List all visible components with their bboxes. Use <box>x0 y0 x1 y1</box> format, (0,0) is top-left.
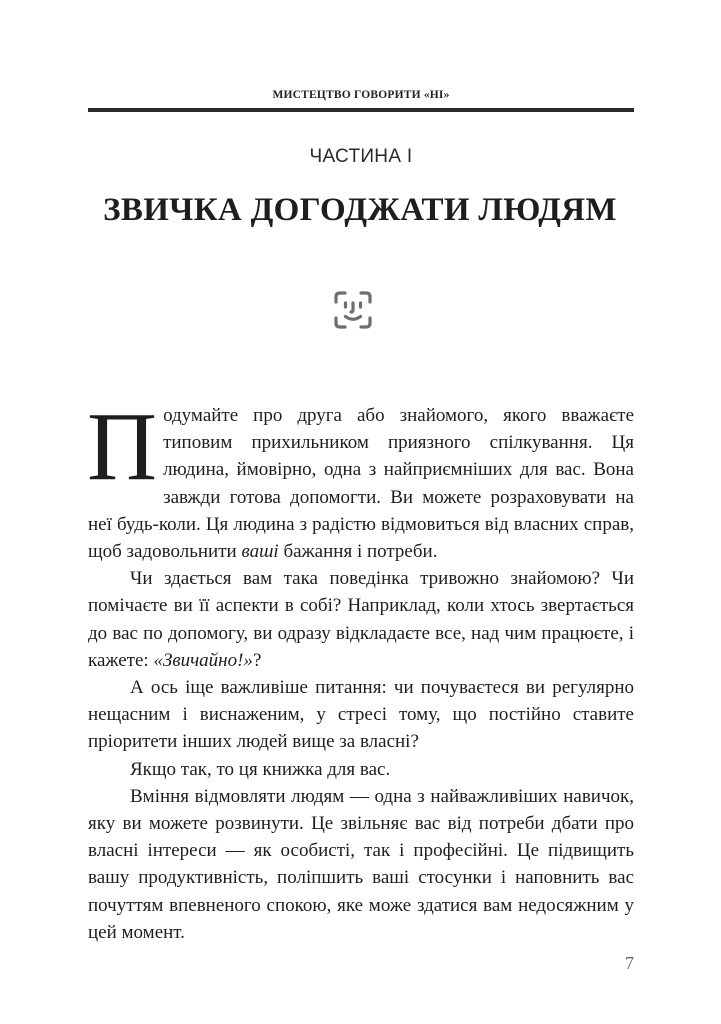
part-label: ЧАСТИНА І <box>309 146 413 167</box>
page-number: 7 <box>625 953 634 973</box>
chapter-title: ЗВИЧКА ДОГОДЖАТИ ЛЮДЯМ <box>103 192 617 228</box>
paragraph-4: Якщо так, то ця книжка для вас. <box>130 758 391 780</box>
paragraph-1 <box>87 393 634 565</box>
paragraph-1-emphasis: ваші <box>241 541 279 563</box>
paragraph-3: А ось іще важливіше питання: чи почуваєтеся ви регулярно нещасним і виснаженим, у стресі тому, що постійно ставите пріоритети інших людей вище за власні? <box>88 677 634 753</box>
smiling-face-scan-icon <box>333 290 373 330</box>
drop-cap: П <box>87 393 158 500</box>
running-head: МИСТЕЦТВО ГОВОРИТИ «НІ» <box>272 89 450 101</box>
paragraph-2 <box>88 565 634 674</box>
paragraph-1-text-end: бажання і потреби. <box>278 541 438 563</box>
paragraph-2-text-start: Чи здається вам така поведінка тривожно знайомою? Чи помічаєте ви її аспекти в собі? Наприклад, коли хтось звертається до вас по допомогу, ви одразу відкладаєте все, над чим працюєте, і кажете: <box>88 568 634 671</box>
header-rule <box>88 108 634 112</box>
body-text <box>87 393 634 946</box>
paragraph-1-text-start: одумайте про друга або знайомого, якого вважаєте типовим прихильником приязного спілкування. Ця людина, ймовірно, одна з найприємніших для вас. Вона завжди готова допомогти. Ви можете розраховувати на неї будь-коли. Ця людина з радістю відмовиться від власних справ, щоб задовольнити <box>88 405 634 563</box>
paragraph-5: Вміння відмовляти людям — одна з найважливіших навичок, яку ви можете розвинути. Це звільняє вас від потреби дбати про власні інтереси — як особисті, так і професійні. Це підвищить вашу продуктивність, поліпшить ваші стосунки і наповнить вас почуттям впевненого спокою, яке може здатися вам недосяжним у цей момент. <box>88 785 634 943</box>
paragraph-2-text-end: ? <box>252 649 262 671</box>
paragraph-2-emphasis: «Звичайно!» <box>153 649 253 671</box>
